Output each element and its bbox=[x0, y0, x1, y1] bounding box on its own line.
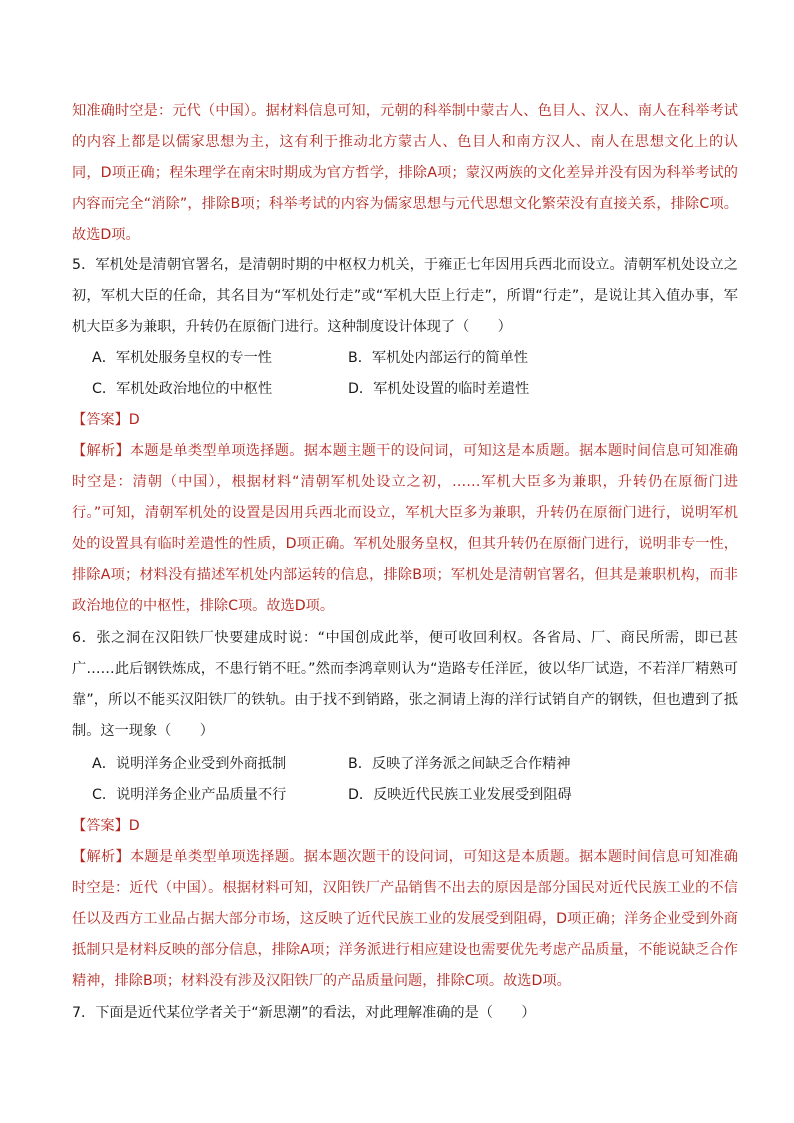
question-6-options-row-2 bbox=[92, 780, 732, 811]
question-7-stem: 7．下面是近代某位学者关于“新思潮”的看法，对此理解准确的是（ ） bbox=[72, 1005, 536, 1021]
question-6-analysis bbox=[72, 842, 738, 997]
question-5-option-d[interactable]: D．军机处设置的临时差遣性 bbox=[348, 381, 530, 397]
question-6-analysis-text: 本题是单类型单项选择题。据本题次题干的设问词，可知这是本质题。据本题时间信息可知准确时空是：近代（中国）。根据材料可知，汉阳铁厂产品销售不出去的原因是部分国民对近代民族工业的不信任以及西方工业品占据大部分市场，这反映了近代民族工业的发展受到阻碍，D项正确；洋务企业受到外商抵制只是材料反映的部分信息，排除A项；洋务派进行相应建设也需要优先考虑产品质量，不能说缺乏合作精神，排除B项；材料没有涉及汉阳铁厂的产品质量问题，排除C项。故选D项。 bbox=[72, 849, 738, 989]
question-5-stem: 5．军机处是清朝官署名，是清朝时期的中枢权力机关，于雍正七年因用兵西北而设立。清朝军机处设立之初，军机大臣的任命，其名目为“军机处行走”或“军机大臣上行走”，所谓“行走”，是说让其入值办事，军机大臣多为兼职，升转仍在原衙门进行。这种制度设计体现了（ ） bbox=[72, 257, 738, 335]
question-6-option-b[interactable]: B．反映了洋务派之间缺乏合作精神 bbox=[348, 756, 571, 772]
question-5-option-a[interactable]: A．军机处服务皇权的专一性 bbox=[92, 350, 272, 366]
question-6-options-row-1 bbox=[92, 749, 732, 780]
question-5-options-row-1 bbox=[92, 343, 732, 374]
question-6-stem: 6．张之洞在汉阳铁厂快要建成时说：“中国创成此举，便可收回利权。各省局、厂、商民所需，即已甚广……此后钢铁炼成，不患行销不旺。”然而李鸿章则认为“造路专任洋匠，彼以华厂试造，不若洋厂精熟可靠”，所以不能买汉阳铁厂的铁轨。由于找不到销路，张之洞请上海的洋行试销自产的钢铁，但也遭到了抵制。这一现象（ ） bbox=[72, 630, 738, 739]
question-6-option-a[interactable]: A．说明洋务企业受到外商抵制 bbox=[92, 756, 287, 772]
question-6-answer: 【答案】D bbox=[72, 818, 140, 834]
question-5-analysis bbox=[72, 436, 738, 622]
q4-analysis-continuation: 知准确时空是：元代（中国）。据材料信息可知，元朝的科举制中蒙古人、色目人、汉人、南人在科举考试的内容上都是以儒家思想为主，这有利于推动北方蒙古人、色目人和南方汉人、南人在思想文化上的认同，D项正确；程朱理学在南宋时期成为官方哲学，排除A项；蒙汉两族的文化差异并没有因为科举考试的内容而完全“消除”，排除B项；科举考试的内容为儒家思想与元代思想文化繁荣没有直接关系，排除C项。故选D项。 bbox=[72, 103, 738, 243]
question-6-option-d[interactable]: D．反映近代民族工业发展受到阻碍 bbox=[348, 787, 572, 803]
question-5-analysis-text: 本题是单类型单项选择题。据本题主题干的设问词，可知这是本质题。据本题时间信息可知准确时空是：清朝（中国），根据材料“清朝军机处设立之初，……军机大臣多为兼职，升转仍在原衙门进行。”可知，清朝军机处的设置是因用兵西北而设立，军机大臣多为兼职，升转仍在原衙门进行，说明军机处的设置具有临时差遣性的性质，D项正确。军机处服务皇权，但其升转仍在原衙门进行，说明非专一性，排除A项；材料没有描述军机处内部运转的信息，排除B项；军机处是清朝官署名，但其是兼职机构，而非政治地位的中枢性，排除C项。故选D项。 bbox=[72, 443, 738, 614]
question-5-answer: 【答案】D bbox=[72, 412, 140, 428]
question-6-option-c[interactable]: C．说明洋务企业产品质量不行 bbox=[92, 787, 287, 803]
question-5-option-c[interactable]: C．军机处政治地位的中枢性 bbox=[92, 381, 273, 397]
question-5-options-row-2 bbox=[92, 374, 732, 405]
question-5-option-b[interactable]: B．军机处内部运行的简单性 bbox=[348, 350, 528, 366]
analysis-label: 【解析】 bbox=[72, 849, 130, 865]
analysis-label: 【解析】 bbox=[72, 443, 130, 459]
